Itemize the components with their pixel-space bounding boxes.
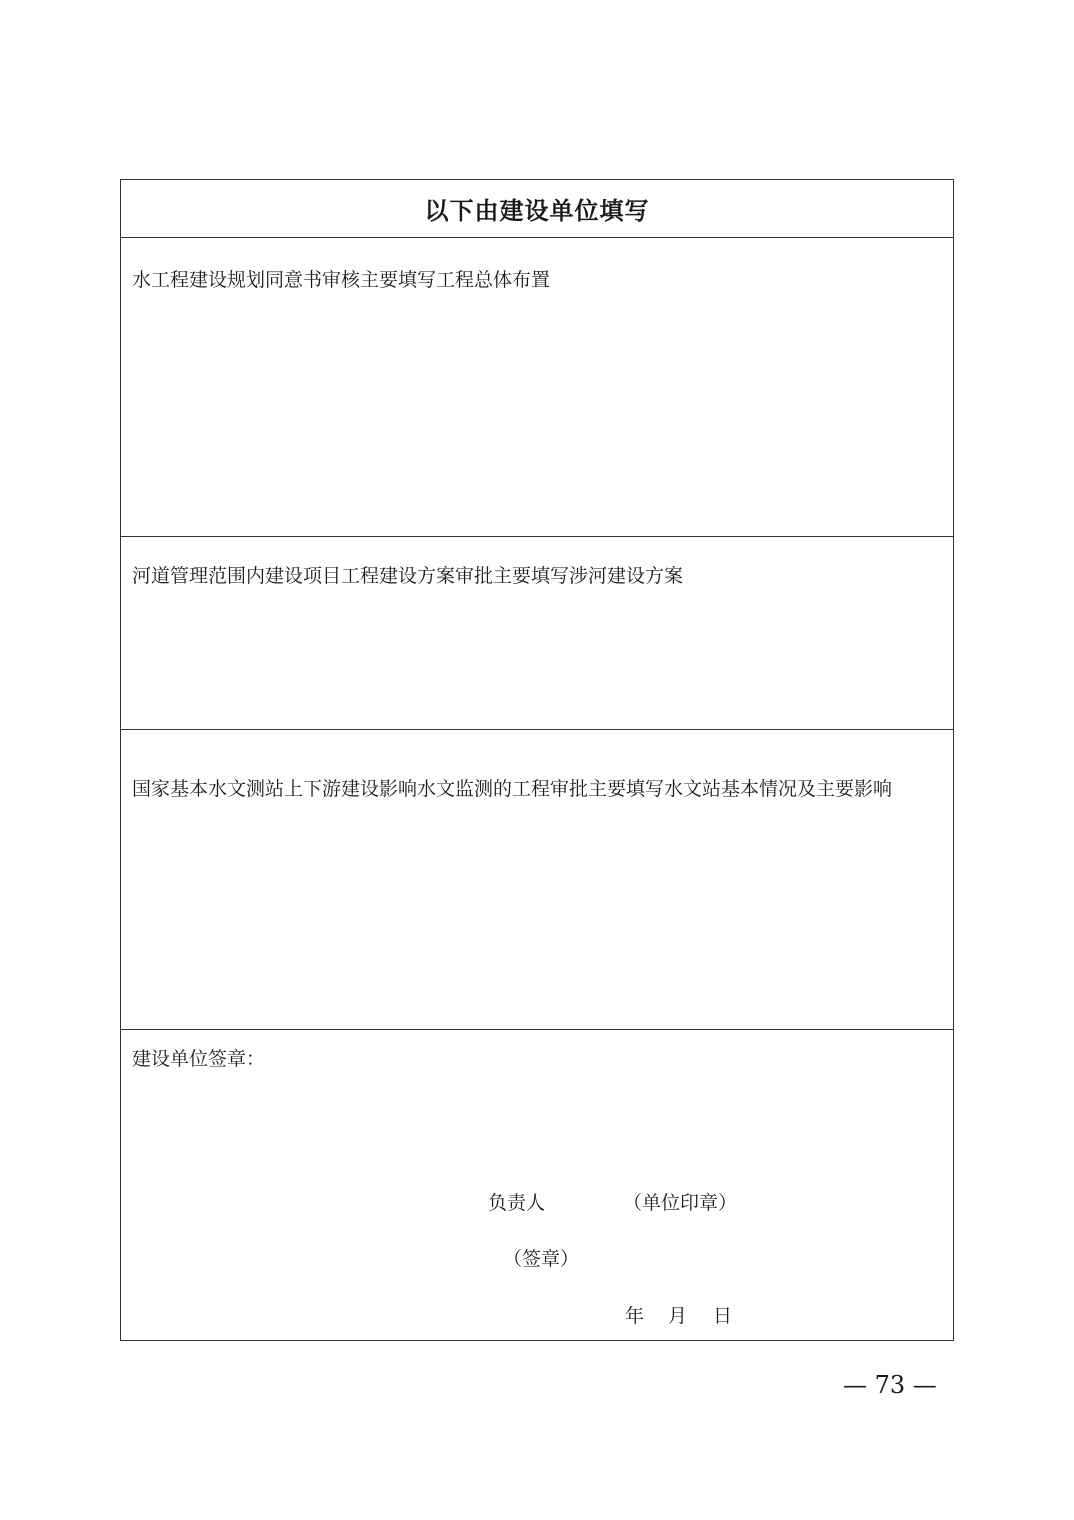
date-day-label: 日 <box>713 1305 733 1327</box>
sign-seal-label: （签章） <box>503 1248 580 1270</box>
page-number: — 73 — <box>843 1371 937 1399</box>
date-month-label: 月 <box>668 1305 688 1327</box>
section-hydrology-station-row <box>121 730 953 1030</box>
section-hydrology-station-label: 国家基本水文测站上下游建设影响水文监测的工程审批主要填写水文站基本情况及主要影响 <box>132 778 893 800</box>
signature-row <box>121 1030 953 1340</box>
unit-seal-label: （单位印章） <box>623 1192 738 1214</box>
responsible-person-label: 负责人 <box>488 1192 546 1214</box>
signature-label: 建设单位签章： <box>132 1048 266 1070</box>
date-year-label: 年 <box>625 1305 645 1327</box>
form-header-title: 以下由建设单位填写 <box>424 197 650 225</box>
form-header-row <box>121 180 953 238</box>
construction-unit-form-table <box>120 179 954 1341</box>
section-river-construction-row <box>121 537 953 730</box>
section-planning-consent-row <box>121 238 953 537</box>
section-planning-consent-label: 水工程建设规划同意书审核主要填写工程总体布置 <box>132 269 551 291</box>
section-river-construction-label: 河道管理范围内建设项目工程建设方案审批主要填写涉河建设方案 <box>132 565 684 587</box>
